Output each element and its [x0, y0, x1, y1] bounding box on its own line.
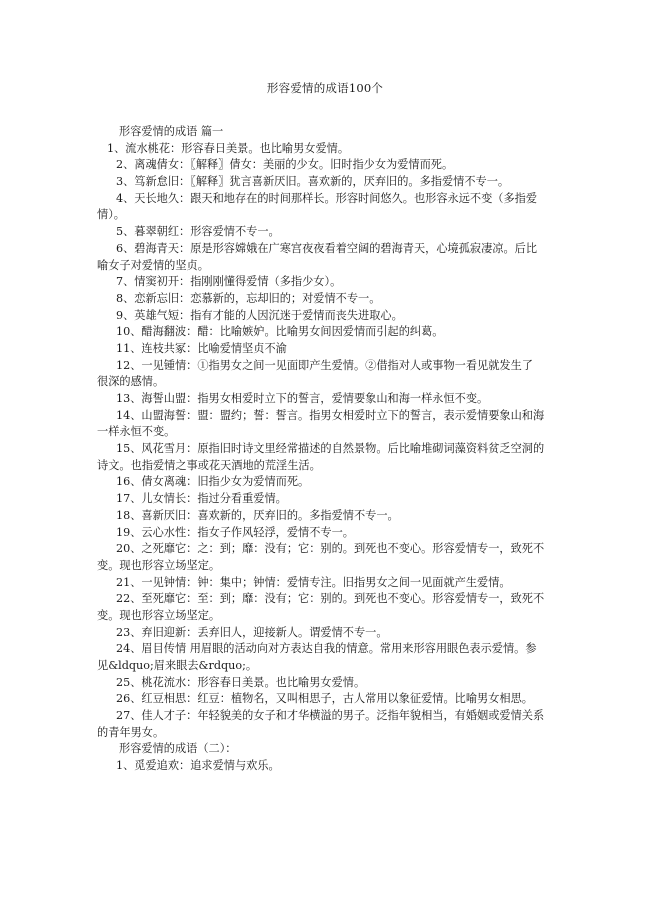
- idiom-entry: 26、红豆相思：红豆：植物名，又叫相思子，古人常用以象征爱情。比喻男女相思。: [116, 692, 533, 706]
- idiom-entry: 19、云心水性：指女子作风轻浮，爱情不专一。: [116, 525, 354, 539]
- idiom-entry-continued: 变。现也形容立场坚定。: [97, 558, 221, 572]
- section-heading: 形容爱情的成语 篇一: [119, 125, 224, 138]
- idiom-entry: 6、碧海青天：原是形容嫦娥在广寒宫夜夜看着空阔的碧海青天，心境孤寂凄凉。后比: [116, 241, 538, 255]
- idiom-entry: 22、至死靡它：至：到；靡：没有；它：别的。到死也不变心。形容爱情专一，致死不: [116, 592, 545, 606]
- idiom-entry: 21、一见钟情：钟：集中；钟情：爱情专注。旧指男女之间一见面就产生爱情。: [116, 575, 511, 589]
- idiom-entry-continued: 见&ldquo;眉来眼去&rdquo;。: [97, 659, 258, 672]
- idiom-entry: 24、眉目传情 用眉眼的活动向对方表达自我的情意。常用来形容用眼色表示爱情。参: [116, 642, 537, 656]
- idiom-entry-continued: 很深的感情。: [97, 375, 165, 389]
- idiom-entry: 3、笃新怠旧：〖解释〗犹言喜新厌旧。喜欢新的，厌弃旧的。多指爱情不专一。: [116, 175, 510, 189]
- idiom-entry: 18、喜新厌旧：喜欢新的，厌弃旧的。多指爱情不专一。: [116, 508, 399, 522]
- idiom-entry: 25、桃花流水：形容春日美景。也比喻男女爱情。: [116, 675, 366, 689]
- idiom-entry: 12、一见锺情：①指男女之间一见面即产生爱情。②借指对人或事物一看见就发生了: [116, 358, 533, 372]
- idiom-entry: 4、天长地久：跟天和地存在的时间那样长。形容时间悠久。也形容永远不变（多指爱: [116, 191, 538, 205]
- idiom-entry-continued: 一样永恒不变。: [97, 425, 176, 439]
- idiom-entry: 11、连枝共冢：比喻爱情坚贞不渝: [116, 341, 287, 355]
- idiom-entry-continued: 情）。: [97, 208, 125, 222]
- idiom-entry: 7、情窦初开：指刚刚懂得爱情（多指少女）。: [116, 275, 342, 289]
- idiom-entry: 23、弃旧迎新：丢弃旧人，迎接新人。谓爱情不专一。: [116, 625, 388, 639]
- idiom-entry-continued: 变。现也形容立场坚定。: [97, 608, 221, 622]
- idiom-entry: 10、醋海翻波：醋：比喻嫉妒。比喻男女间因爱情而引起的纠葛。: [116, 325, 444, 339]
- idiom-entry: 17、儿女情长：指过分看重爱情。: [116, 492, 287, 506]
- idiom-entry: 1、流水桃花：形容春日美景。也比喻男女爱情。: [107, 141, 350, 155]
- idiom-entry: 27、佳人才子：年轻貌美的女子和才华横溢的男子。泛指年貌相当，有婚姻或爱情关系: [116, 709, 545, 723]
- idiom-entry: 2、离魂倩女：〖解释〗倩女：美丽的少女。旧时指少女为爱情而死。: [116, 158, 454, 172]
- idiom-entry: 8、恋新忘旧：恋慕新的，忘却旧的；对爱情不专一。: [116, 291, 381, 305]
- document-body: [97, 124, 557, 775]
- idiom-entry: 20、之死靡它：之：到；靡：没有；它：别的。到死也不变心。形容爱情专一，致死不: [116, 542, 545, 556]
- idiom-entry: 15、风花雪月：原指旧时诗文里经常描述的自然景物。后比喻堆砌词藻资料贫乏空洞的: [116, 442, 545, 456]
- idiom-entry-continued: 喻女子对爱情的坚贞。: [97, 258, 209, 272]
- idiom-entry: 14、山盟海誓：盟：盟约；誓：誓言。指男女相爱时立下的誓言，表示爱情要象山和海: [116, 408, 545, 422]
- idiom-entry: 5、暮翠朝红：形容爱情不专一。: [116, 225, 280, 239]
- idiom-entry-continued: 诗文。也指爱情之事或花天酒地的荒淫生活。: [97, 458, 321, 472]
- idiom-entry-continued: 的青年男女。: [97, 725, 165, 739]
- idiom-entry: 9、英雄气短：指有才能的人因沉迷于爱情而丧失进取心。: [116, 308, 403, 322]
- idiom-entry: 1、觅爱追欢：追求爱情与欢乐。: [116, 759, 280, 773]
- section-heading: 形容爱情的成语（二）：: [119, 742, 237, 756]
- idiom-entry: 16、倩女离魂：旧指少女为爱情而死。: [116, 475, 310, 489]
- document-title: 形容爱情的成语100个: [266, 81, 384, 95]
- idiom-entry: 13、海誓山盟：指男女相爱时立下的誓言，爱情要象山和海一样永恒不变。: [116, 392, 489, 405]
